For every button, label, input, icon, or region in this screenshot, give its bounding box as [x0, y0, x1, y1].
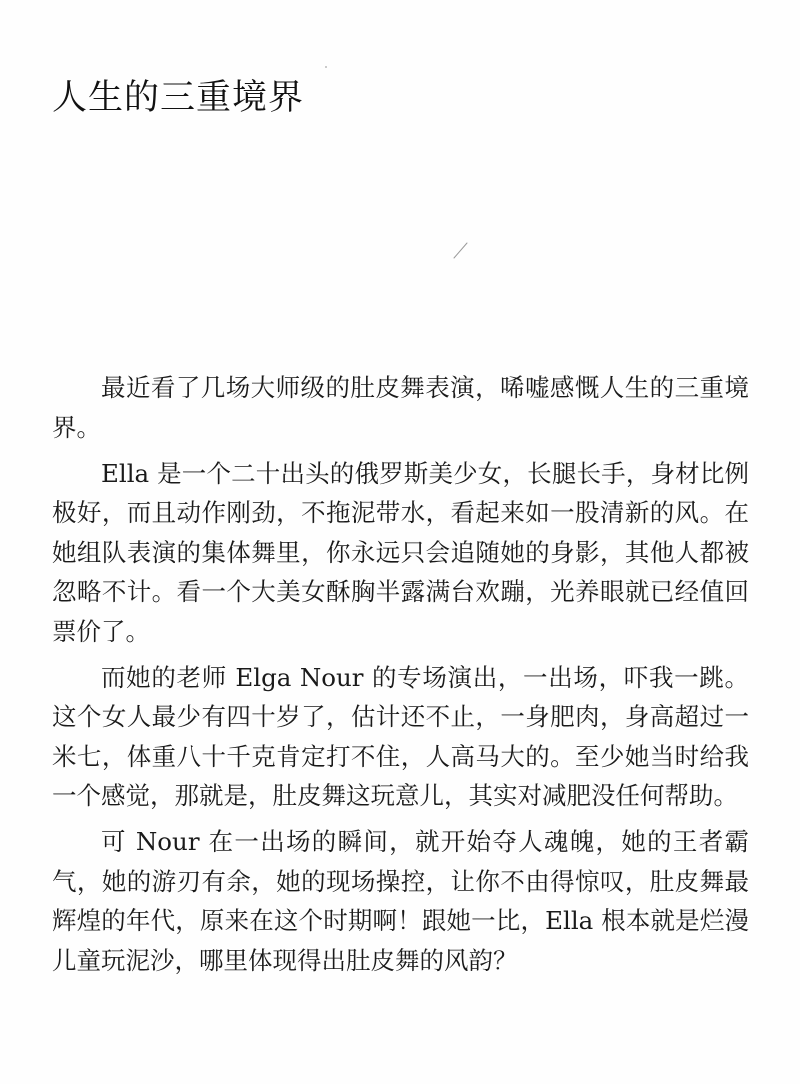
article-title: 人生的三重境界 [52, 78, 305, 118]
paragraph-3: 而她的老师 Elga Nour 的专场演出，一出场，吓我一跳。这个女人最少有四十岁了，估计还不止，一身肥肉，身高超过一米七，体重八十千克肯定打不住，人高马大的。至少她当时给我一个感觉，那就是，肚皮舞这玩意儿，其实对减肥没任何帮助。 [52, 662, 749, 810]
paragraph-1: 最近看了几场大师级的肚皮舞表演，唏嘘感慨人生的三重境界。 [52, 373, 749, 442]
paragraph-2: Ella 是一个二十出头的俄罗斯美少女，长腿长手，身材比例极好，而且动作刚劲，不拖泥带水，看起来如一股清新的风。在她组队表演的集体舞里，你永远只会追随她的身影，其他人都被忽略不计。看一个大美女酥胸半露满台欢蹦，光养眼就已经值回票价了。 [52, 458, 749, 646]
pencil-stroke-mark [452, 240, 472, 260]
article-body [52, 368, 749, 987]
scan-speck [325, 66, 327, 68]
paragraph-4: 可 Nour 在一出场的瞬间，就开始夺人魂魄，她的王者霸气，她的游刃有余，她的现场操控，让你不由得惊叹，肚皮舞最辉煌的年代，原来在这个时期啊！跟她一比，Ella 根本就是烂漫儿童玩泥沙，哪里体现得出肚皮舞的风韵？ [52, 827, 749, 975]
